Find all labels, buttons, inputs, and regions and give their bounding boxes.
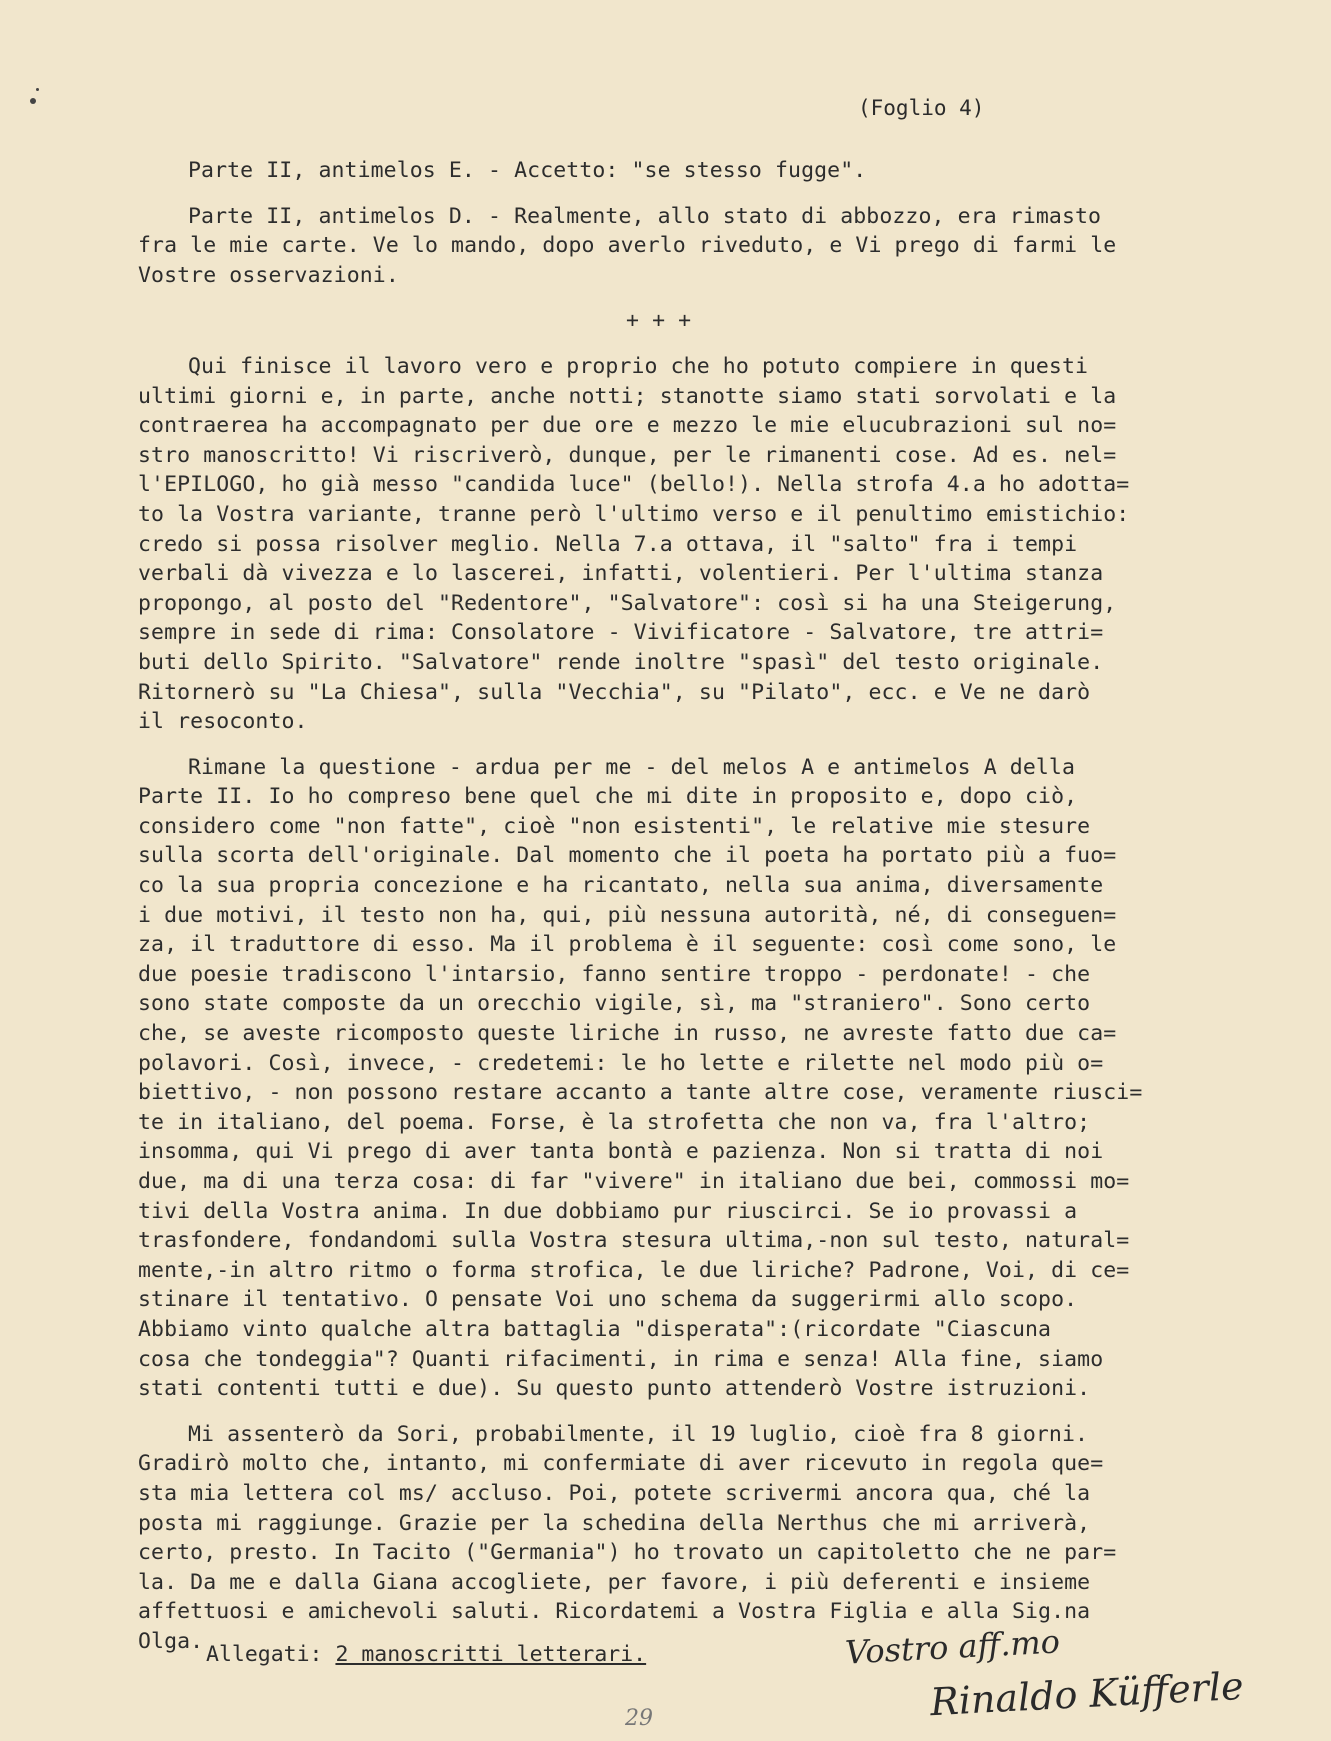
text-line: l'EPILOGO, ho già messo "candida luce" (bello!). Nella strofa 4.a ho adotta=: [138, 472, 1130, 498]
signature-closing: Vostro aff.mo: [844, 1622, 1061, 1672]
text-line: fra le mie carte. Ve lo mando, dopo averlo riveduto, e Vi prego di farmi le: [138, 233, 1117, 259]
text-line: credo si possa risolver meglio. Nella 7.a ottava, il "salto" fra i tempi: [138, 531, 1078, 557]
text-line: propongo, al posto del "Redentore", "Salvatore": così si ha una Steigerung,: [138, 590, 1117, 616]
text-line: Ritornerò su "La Chiesa", sulla "Vecchia", su "Pilato", ecc. e Ve ne darò: [138, 679, 1091, 705]
text-line: stati contenti tutti e due). Su questo punto attenderò Vostre istruzioni.: [138, 1376, 1091, 1402]
text-line: co la sua propria concezione e ha ricantato, nella sua anima, diversamente: [138, 873, 1104, 899]
text-line: Vostre osservazioni.: [138, 262, 399, 288]
attachments-label: Allegati:: [206, 1642, 336, 1667]
text-line: che, se aveste ricomposto queste liriche in russo, ne avreste fatto due ca=: [138, 1021, 1117, 1047]
text-line: certo, presto. In Tacito ("Germania") ho trovato un capitoletto che ne par=: [138, 1540, 1117, 1566]
text-line: posta mi raggiunge. Grazie per la schedina della Nerthus che mi arriverà,: [138, 1510, 1091, 1536]
text-line: due poesie tradiscono l'intarsio, fanno sentire troppo - perdonate! - che: [138, 961, 1091, 987]
attachments-value: 2 manoscritti letterari.: [335, 1642, 647, 1667]
text-line: contraerea ha accompagnato per due ore e mezzo le mie elucubrazioni sul no=: [138, 413, 1117, 439]
text-line: il resoconto.: [138, 709, 308, 735]
text-line: Parte II, antimelos D. - Realmente, allo stato di abbozzo, era rimasto: [188, 203, 1102, 229]
text-line: verbali dà vivezza e lo lascerei, infatti, volentieri. Per l'ultima stanza: [138, 561, 1104, 587]
text-line: Rimane la questione - ardua per me - del melos A e antimelos A della: [188, 754, 1075, 780]
text-line: mente,-in altro ritmo o forma strofica, le due liriche? Padrone, Voi, di ce=: [138, 1257, 1130, 1283]
text-line: tivi della Vostra anima. In due dobbiamo pur riuscirci. Se io provassi a: [138, 1198, 1078, 1224]
text-line: cosa che tondeggia"? Quanti rifacimenti, in rima e senza! Alla fine, siamo: [138, 1346, 1104, 1372]
text-line: Parte II. Io ho compreso bene quel che mi dite in proposito e, dopo ciò,: [138, 784, 1078, 810]
text-line: buti dello Spirito. "Salvatore" rende inoltre "spasì" del testo originale.: [138, 649, 1104, 675]
text-line: stinare il tentativo. O pensate Voi uno schema da suggerirmi allo scopo.: [138, 1287, 1078, 1313]
attachments-line: [206, 1642, 646, 1667]
pin-hole: [36, 88, 39, 91]
signature-name: Rinaldo Küfferle: [929, 1663, 1245, 1725]
pin-hole: [30, 98, 36, 104]
text-line: sulla scorta dell'originale. Dal momento che il poeta ha portato più a fuo=: [138, 843, 1117, 869]
page-number: 29: [625, 1706, 653, 1731]
text-line: i due motivi, il testo non ha, qui, più nessuna autorità, né, di conseguen=: [138, 902, 1117, 928]
text-line: biettivo, - non possono restare accanto a tante altre cose, veramente riusci=: [138, 1080, 1143, 1106]
text-line: sempre in sede di rima: Consolatore - Vivificatore - Salvatore, tre attri=: [138, 620, 1104, 646]
text-line: polavori. Così, invece, - credetemi: le ho lette e rilette nel modo più o=: [138, 1050, 1104, 1076]
text-line: trasfondere, fondandomi sulla Vostra stesura ultima,-non sul testo, natural=: [138, 1228, 1130, 1254]
text-line: insomma, qui Vi prego di aver tanta bontà e pazienza. Non si tratta di noi: [138, 1139, 1104, 1165]
text-line: la. Da me e dalla Giana accogliete, per favore, i più deferenti e insieme: [138, 1569, 1091, 1595]
text-line: Qui finisce il lavoro vero e proprio che ho potuto compiere in questi: [188, 353, 1089, 379]
text-line: Olga.: [138, 1628, 204, 1654]
text-line: ultimi giorni e, in parte, anche notti; stanotte siamo stati sorvolati e la: [138, 383, 1117, 409]
text-line: stro manoscritto! Vi riscriverò, dunque, per le rimanenti cose. Ad es. nel=: [138, 442, 1117, 468]
text-line: Mi assenterò da Sori, probabilmente, il 19 luglio, cioè fra 8 giorni.: [188, 1421, 1089, 1447]
text-line: to la Vostra variante, tranne però l'ultimo verso e il penultimo emistichio:: [138, 501, 1130, 527]
text-line: considero come "non fatte", cioè "non esistenti", le relative mie stesure: [138, 813, 1091, 839]
text-line: Gradirò molto che, intanto, mi confermiate di aver ricevuto in regola que=: [138, 1451, 1104, 1477]
text-line: za, il traduttore di esso. Ma il problema è il seguente: così come sono, le: [138, 932, 1117, 958]
letter-body: [138, 156, 1318, 1686]
text-line: sta mia lettera col ms/ accluso. Poi, potete scrivermi ancora qua, ché la: [138, 1480, 1091, 1506]
page-header: (Foglio 4): [858, 96, 985, 120]
text-line: due, ma di una terza cosa: di far "vivere" in italiano due bei, commossi mo=: [138, 1169, 1130, 1194]
text-line: Parte II, antimelos E. - Accetto: "se stesso fugge".: [188, 158, 867, 183]
text-line: te in italiano, del poema. Forse, è la strofetta che non va, fra l'altro;: [138, 1109, 1091, 1135]
text-line: sono state composte da un orecchio vigile, sì, ma "straniero". Sono certo: [138, 991, 1091, 1017]
text-line: Abbiamo vinto qualche altra battaglia "disperata":(ricordate "Ciascuna: [138, 1316, 1052, 1342]
text-line: affettuosi e amichevoli saluti. Ricordatemi a Vostra Figlia e alla Sig.na: [138, 1599, 1091, 1625]
section-separator: + + +: [626, 308, 692, 334]
